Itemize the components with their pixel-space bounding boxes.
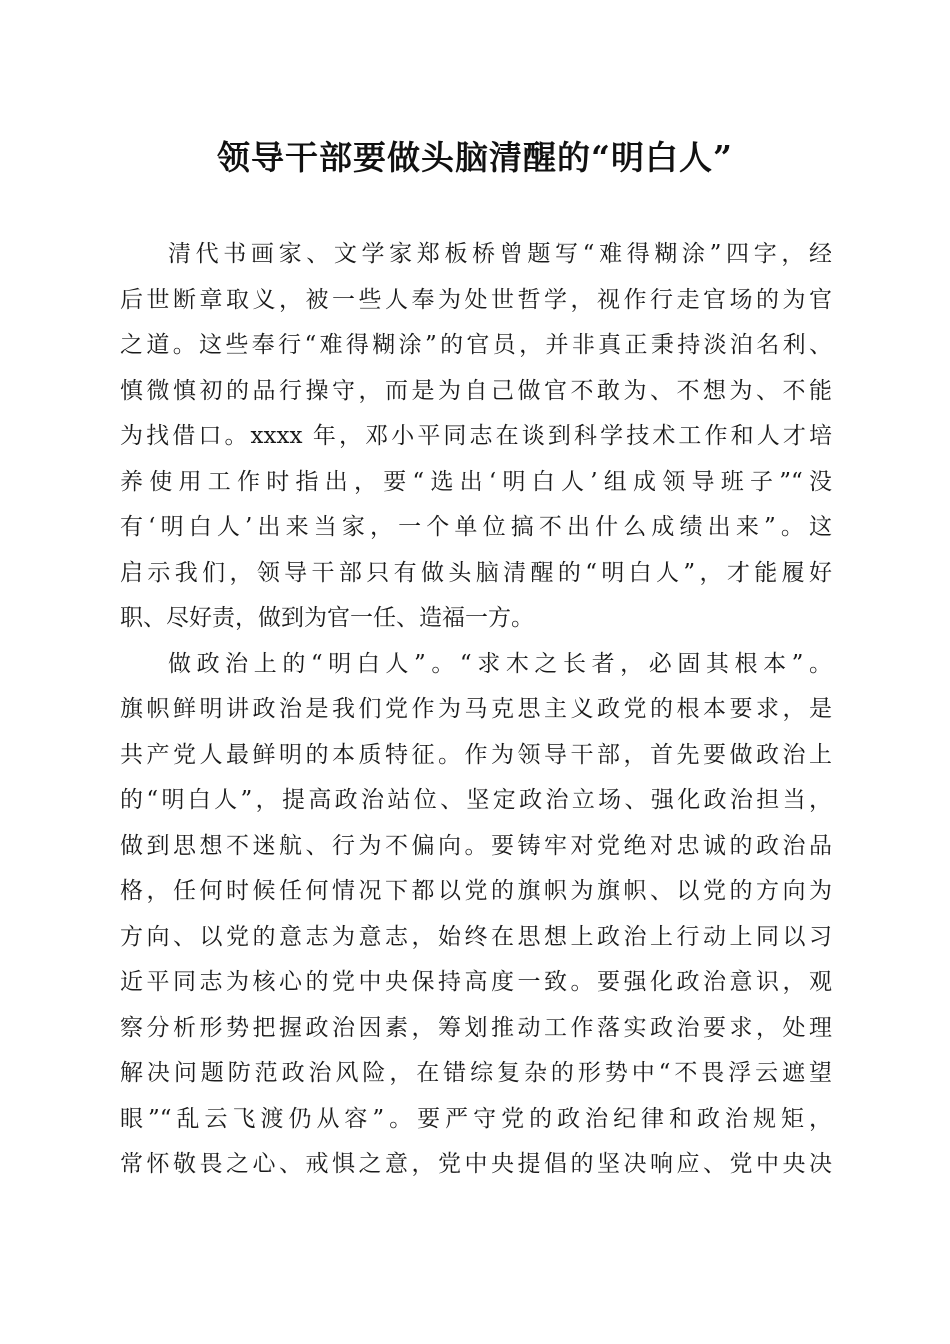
document-title: 领导干部要做头脑清醒的“明白人” [217, 138, 733, 177]
text-line: 做政治上的“明白人”。“求木之长者，必固其根本”。 [168, 650, 832, 677]
document-body [120, 232, 832, 1188]
paragraph-2 [120, 642, 832, 1188]
text-line: 察分析形势把握政治因素，筹划推动工作落实政治要求，处理 [120, 1014, 832, 1041]
text-line: 为找借口。xxxx 年，邓小平同志在谈到科学技术工作和人才培 [120, 423, 832, 449]
text-line: 解决问题防范政治风险，在错综复杂的形势中“不畏浮云遮望 [120, 1060, 832, 1086]
paragraph-1 [120, 232, 832, 642]
text-line: 的“明白人”，提高政治站位、坚定政治立场、强化政治担当， [120, 787, 832, 813]
text-line: 慎微慎初的品行操守，而是为自己做官不敢为、不想为、不能 [120, 377, 832, 404]
text-line: 有‘明白人’出来当家，一个单位搞不出什么成绩出来”。这 [120, 514, 832, 540]
text-line: 之道。这些奉行“难得糊涂”的官员，并非真正秉持淡泊名利、 [120, 332, 832, 358]
text-line: 常怀敬畏之心、戒惧之意，党中央提倡的坚决响应、党中央决 [120, 1151, 832, 1177]
text-line: 近平同志为核心的党中央保持高度一致。要强化政治意识，观 [120, 969, 832, 995]
text-line: 后世断章取义，被一些人奉为处世哲学，视作行走官场的为官 [120, 286, 832, 313]
text-line: 共产党人最鲜明的本质特征。作为领导干部，首先要做政治上 [120, 741, 832, 768]
text-line: 旗帜鲜明讲政治是我们党作为马克思主义政党的根本要求，是 [120, 696, 832, 722]
text-line: 养使用工作时指出，要“选出‘明白人’组成领导班子”“没 [120, 468, 832, 495]
text-line: 眼”“乱云飞渡仍从容”。要严守党的政治纪律和政治规矩， [120, 1105, 832, 1132]
text-line: 方向、以党的意志为意志，始终在思想上政治上行动上同以习 [120, 923, 832, 950]
text-line: 格，任何时候任何情况下都以党的旗帜为旗帜、以党的方向为 [120, 878, 832, 904]
text-line: 清代书画家、文学家郑板桥曾题写“难得糊涂”四字，经 [168, 241, 832, 267]
text-line: 职、尽好责，做到为官一任、造福一方。 [120, 605, 534, 631]
text-line: 做到思想不迷航、行为不偏向。要铸牢对党绝对忠诚的政治品 [120, 832, 832, 859]
text-line: 启示我们，领导干部只有做头脑清醒的“明白人”，才能履好 [120, 559, 832, 586]
